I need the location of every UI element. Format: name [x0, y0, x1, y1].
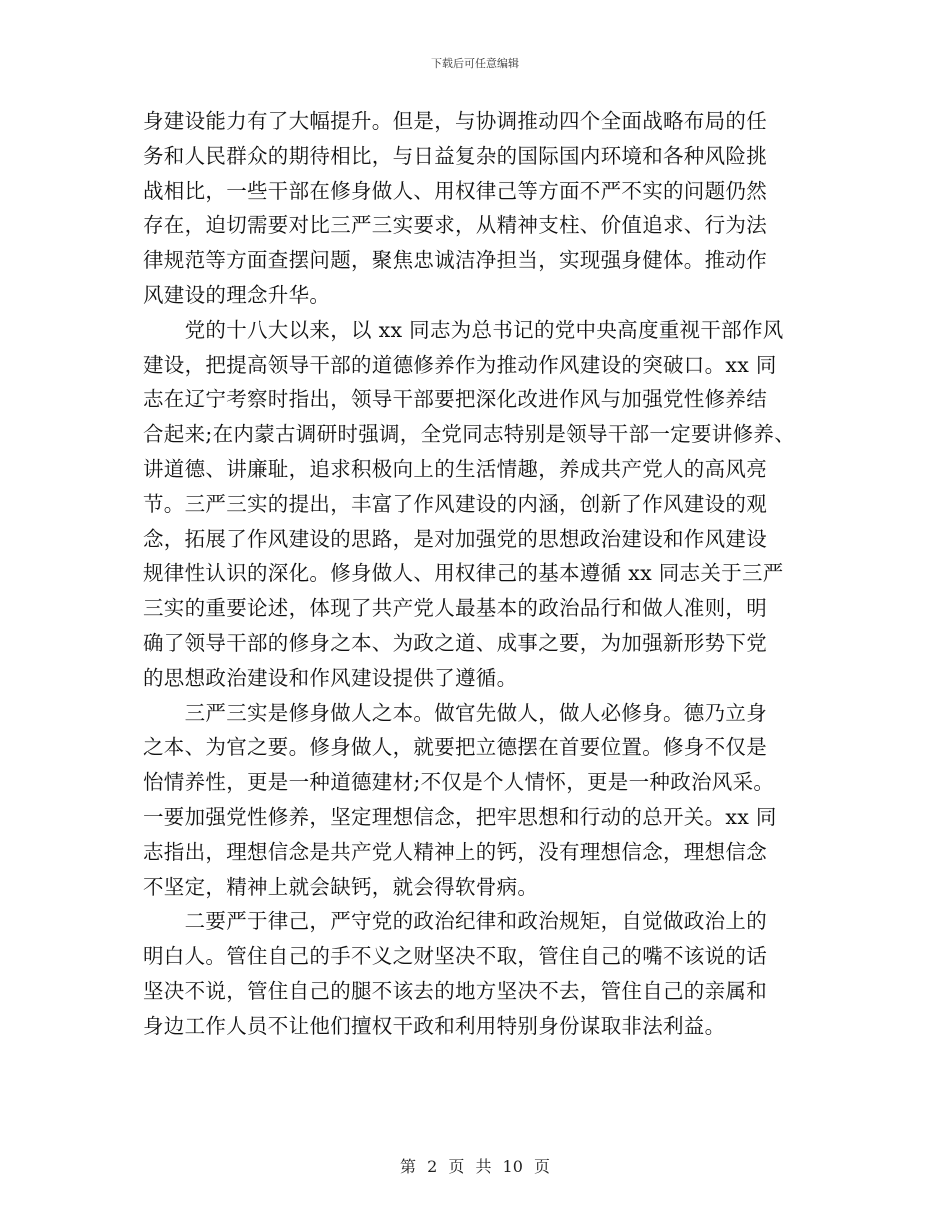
- text-line: 身边工作人员不让他们擅权干政和利用特别身份谋取非法利益。: [143, 1013, 726, 1038]
- text-line: 规律性认识的深化。修身做人、用权律己的基本遵循 xx 同志关于三严: [143, 561, 784, 586]
- text-line: 之本、为官之要。修身做人，就要把立德摆在首要位置。修身不仅是: [143, 735, 767, 760]
- text-line: 一要加强党性修养，坚定理想信念，把牢思想和行动的总开关。xx 同: [143, 804, 777, 829]
- page-header: 下载后可任意编辑: [431, 57, 519, 70]
- text-line: 三严三实是修身做人之本。做官先做人，做人必修身。德乃立身: [143, 700, 767, 725]
- text-line: 念，拓展了作风建设的思路，是对加强党的思想政治建设和作风建设: [143, 526, 767, 551]
- document-body: [143, 104, 823, 1044]
- text-line: 律规范等方面查摆问题，聚焦忠诚洁净担当，实现强身健体。推动作: [143, 248, 767, 273]
- text-line: 坚决不说，管住自己的腿不该去的地方坚决不去，管住自己的亲属和: [143, 978, 767, 1003]
- text-line: 风建设的理念升华。: [143, 282, 331, 307]
- text-line: 志在辽宁考察时指出，领导干部要把深化改进作风与加强党性修养结: [143, 387, 767, 412]
- text-line: 三实的重要论述，体现了共产党人最基本的政治品行和做人准则，明: [143, 596, 767, 621]
- text-line: 怡情养性，更是一种道德建材;不仅是个人情怀，更是一种政治风采。: [143, 770, 775, 795]
- text-line: 讲道德、讲廉耻，追求积极向上的生活情趣，养成共产党人的高风亮: [143, 456, 767, 481]
- text-line: 身建设能力有了大幅提升。但是，与协调推动四个全面战略布局的任: [143, 109, 767, 133]
- text-line: 不坚定，精神上就会缺钙，就会得软骨病。: [143, 874, 539, 899]
- text-line: 确了领导干部的修身之本、为政之道、成事之要，为加强新形势下党: [143, 630, 767, 655]
- text-line: 的思想政治建设和作风建设提供了遵循。: [143, 665, 518, 690]
- text-line: 建设，把提高领导干部的道德修养作为推动作风建设的突破口。xx 同: [143, 352, 777, 377]
- text-line: 节。三严三实的提出，丰富了作风建设的内涵，创新了作风建设的观: [143, 491, 767, 516]
- text-line: 合起来;在内蒙古调研时强调，全党同志特别是领导干部一定要讲修养、: [143, 422, 796, 447]
- text-line: 存在，迫切需要对比三严三实要求，从精神支柱、价值追求、行为法: [143, 213, 767, 238]
- page-footer: 第 2 页 共 10 页: [400, 1157, 550, 1176]
- text-line: 务和人民群众的期待相比，与日益复杂的国际国内环境和各种风险挑: [143, 143, 767, 168]
- text-line: 明白人。管住自己的手不义之财坚决不取，管住自己的嘴不该说的话: [143, 944, 767, 969]
- text-line: 战相比，一些干部在修身做人、用权律己等方面不严不实的问题仍然: [143, 178, 767, 203]
- text-line: 二要严于律己，严守党的政治纪律和政治规矩，自觉做政治上的: [143, 909, 767, 934]
- text-line: 党的十八大以来，以 xx 同志为总书记的党中央高度重视干部作风: [143, 317, 784, 342]
- text-line: 志指出，理想信念是共产党人精神上的钙，没有理想信念，理想信念: [143, 839, 767, 864]
